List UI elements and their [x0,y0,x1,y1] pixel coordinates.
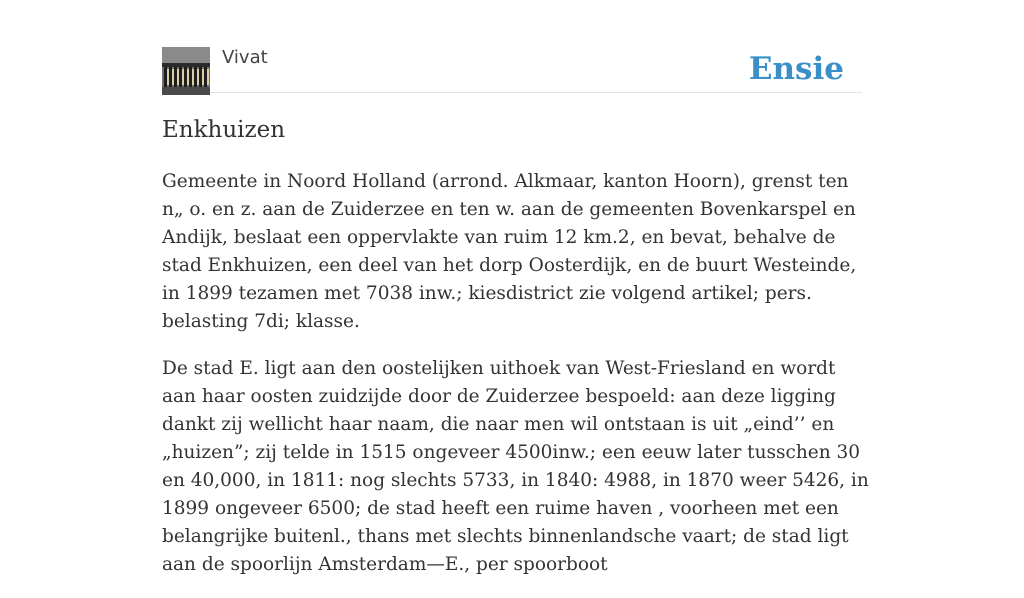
brand-logo[interactable]: Ensie [748,51,844,87]
article-title: Enkhuizen [162,117,286,143]
books-avatar-image [162,47,210,95]
article-paragraph: De stad E. ligt aan den oostelijken uithoek van West-Friesland en wordt aan haar oosten zuidzijde door de Zuiderzee bespoeld: aan deze ligging dankt zij wellicht haar naam, die naar men wil ontstaan is uit „eind’’ en „huizen”; zij telde in 1515 ongeveer 4500inw.; een eeuw later tusschen 30 en 40,000, in 1811: nog slechts 5733, in 1840: 4988, in 1870 weer 5426, in 1899 ongeveer 6500; de stad heeft een ruime haven , voorheen met een belangrijke buitenl., thans met slechts binnenlandsche vaart; de stad ligt aan de spoorlijn Amsterdam—E., per spoorboot [162,358,869,575]
site-header [162,46,862,93]
article-body [162,168,870,598]
author-name[interactable]: Vivat [222,47,268,68]
article-paragraph: Gemeente in Noord Holland (arrond. Alkmaar, kanton Hoorn), grenst ten n„ o. en z. aan de Zuiderzee en ten w. aan de gemeenten Bovenkarspel en Andijk, beslaat een oppervlakte van ruim 12 km.2, en bevat, behalve de stad Enkhuizen, een deel van het dorp Oosterdijk, en de buurt Westeinde, in 1899 tezamen met 7038 inw.; kiesdistrict zie volgend artikel; pers. belasting 7di; klasse. [162,171,857,332]
author-avatar[interactable] [162,47,210,95]
